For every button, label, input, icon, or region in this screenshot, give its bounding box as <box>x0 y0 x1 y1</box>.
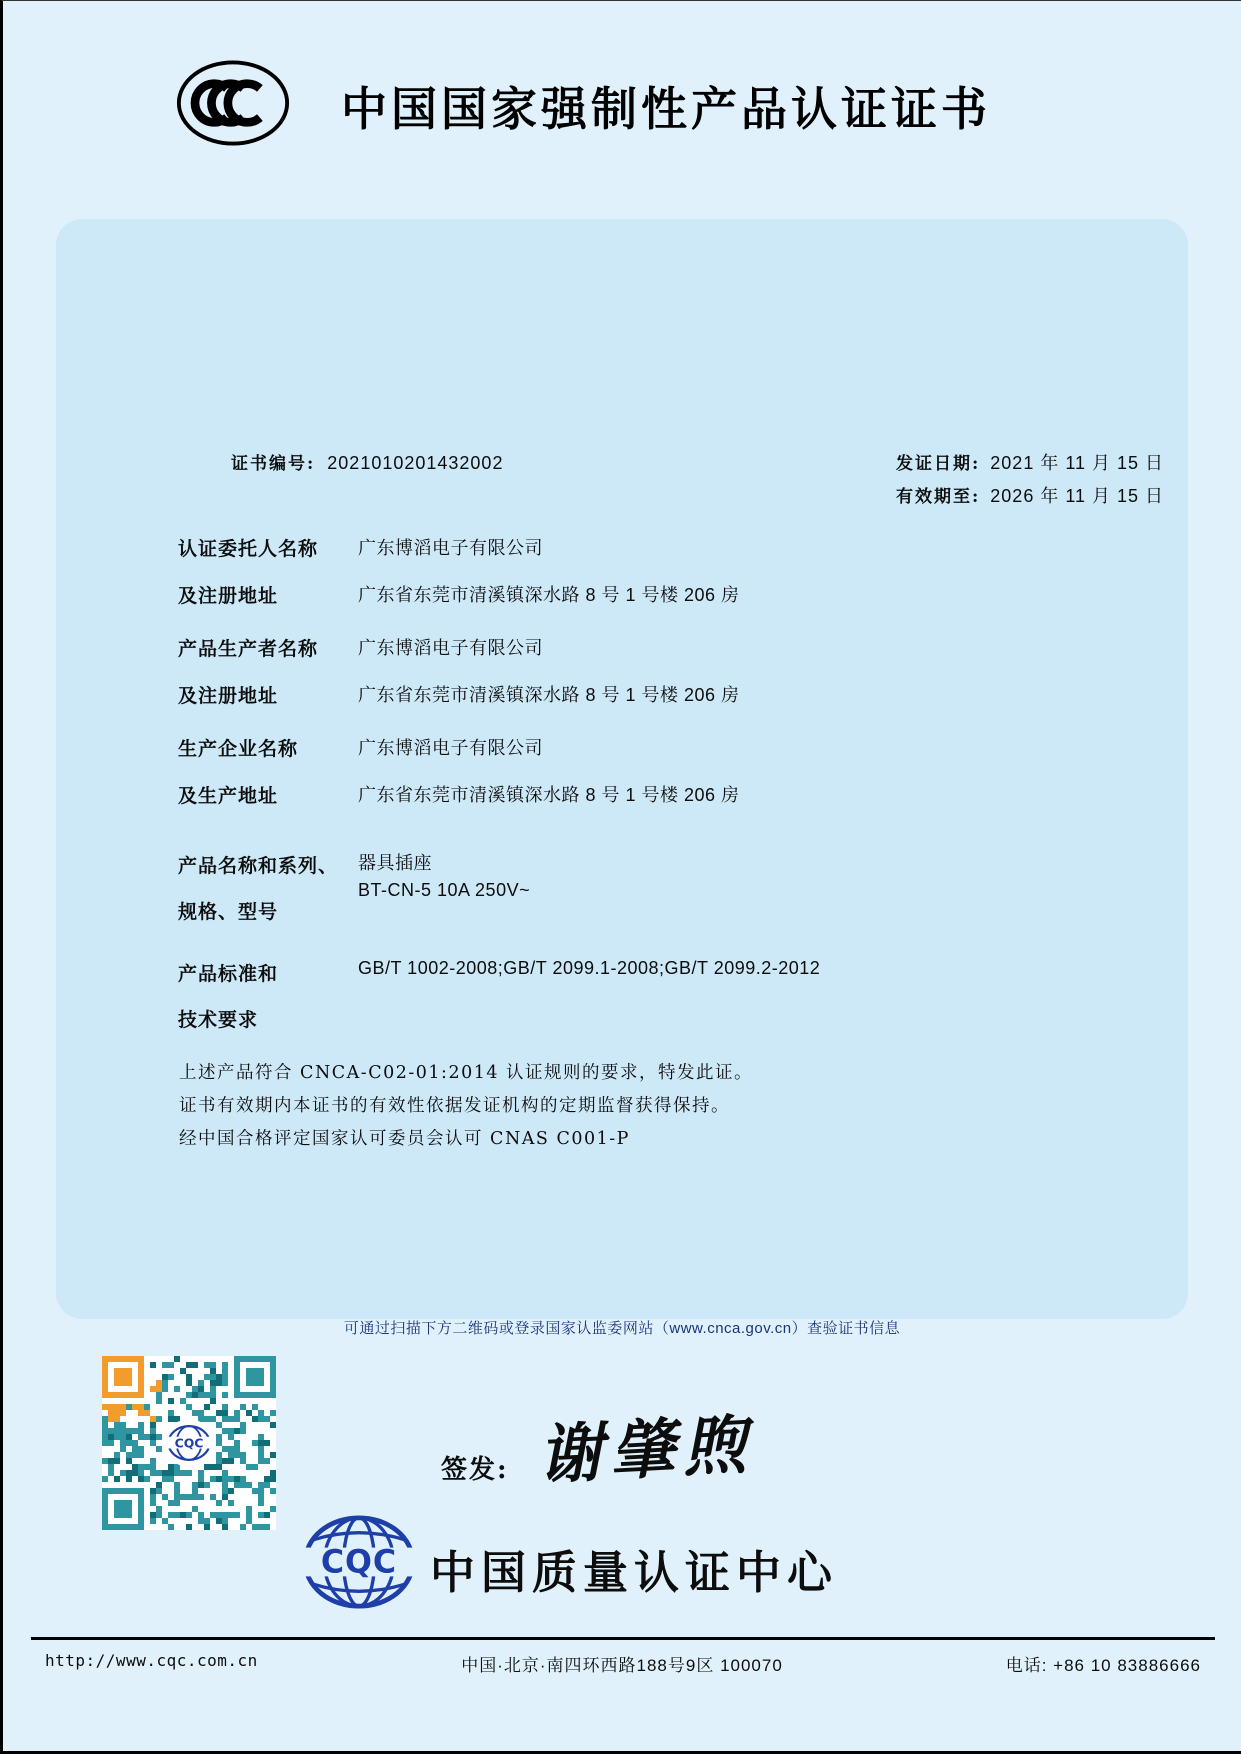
product-name-value: 器具插座 <box>358 853 432 873</box>
signed-by-label: 签发: <box>441 1455 509 1485</box>
certificate-panel <box>56 219 1188 1319</box>
issue-date-label: 发证日期: <box>896 454 981 474</box>
issuer-name: 中国质量认证中心 <box>430 1547 839 1598</box>
producer-address-label: 及注册地址 <box>178 686 279 707</box>
product-model-value: BT-CN-5 10A 250V~ <box>358 880 531 900</box>
footer-website: http://www.cqc.com.cn <box>45 1651 258 1670</box>
valid-until-value: 2026 年 11 月 15 日 <box>990 486 1165 506</box>
statement-line: 经中国合格评定国家认可委员会认可 CNAS C001-P <box>179 1129 630 1149</box>
page-title: 中国国家强制性产品认证证书 <box>341 83 991 135</box>
valid-until-row <box>896 482 1164 508</box>
footer-address: 中国·北京·南四环西路188号9区 100070 <box>461 1656 783 1675</box>
svg-text:CQC: CQC <box>174 1435 204 1451</box>
applicant-name-label: 认证委托人名称 <box>178 539 319 560</box>
applicant-name-value: 广东博滔电子有限公司 <box>358 538 543 558</box>
qr-code <box>102 1356 276 1530</box>
footer-phone: 电话: +86 10 83886666 <box>1005 1656 1201 1675</box>
issue-date-row <box>896 449 1164 475</box>
manufacturer-name-label: 生产企业名称 <box>178 739 299 760</box>
verification-note: 可通过扫描下方二维码或登录国家认监委网站（www.cnca.gov.cn）查验证书信息 <box>343 1320 901 1337</box>
valid-until-label: 有效期至: <box>896 487 981 507</box>
certificate-number-row <box>231 449 503 474</box>
standards-label-2: 技术要求 <box>178 1010 259 1031</box>
standards-value: GB/T 1002-2008;GB/T 2099.1-2008;GB/T 2099.2-2012 <box>358 958 821 978</box>
certification-statements <box>179 1059 753 1158</box>
manufacturer-address-value: 广东省东莞市清溪镇深水路 8 号 1 号楼 206 房 <box>358 785 740 805</box>
cqc-emblem-icon <box>165 1419 213 1467</box>
applicant-address-value: 广东省东莞市清溪镇深水路 8 号 1 号楼 206 房 <box>358 585 740 605</box>
cqc-logo-icon <box>301 1514 417 1610</box>
manufacturer-name-value: 广东博滔电子有限公司 <box>358 738 543 758</box>
ccc-logo-icon <box>175 59 291 147</box>
statement-line: 证书有效期内本证书的有效性依据发证机构的定期监督获得保持。 <box>179 1096 730 1116</box>
producer-address-value: 广东省东莞市清溪镇深水路 8 号 1 号楼 206 房 <box>358 685 740 705</box>
manufacturer-address-label: 及生产地址 <box>178 786 279 807</box>
producer-name-label: 产品生产者名称 <box>178 639 319 660</box>
issue-date-value: 2021 年 11 月 15 日 <box>990 453 1165 473</box>
standards-label-1: 产品标准和 <box>178 964 279 985</box>
signature-name: 谢肇煦 <box>536 1407 757 1494</box>
producer-name-value: 广东博滔电子有限公司 <box>358 638 543 658</box>
applicant-address-label: 及注册地址 <box>178 586 279 607</box>
product-model-label: 规格、型号 <box>178 902 279 923</box>
certificate-number-label: 证书编号: <box>231 454 316 474</box>
svg-text:CQC: CQC <box>320 1544 398 1581</box>
product-name-label: 产品名称和系列、 <box>178 856 339 877</box>
footer-divider <box>31 1637 1215 1640</box>
certificate-number-value: 2021010201432002 <box>327 453 504 473</box>
statement-line: 上述产品符合 CNCA-C02-01:2014 认证规则的要求，特发此证。 <box>179 1063 754 1083</box>
